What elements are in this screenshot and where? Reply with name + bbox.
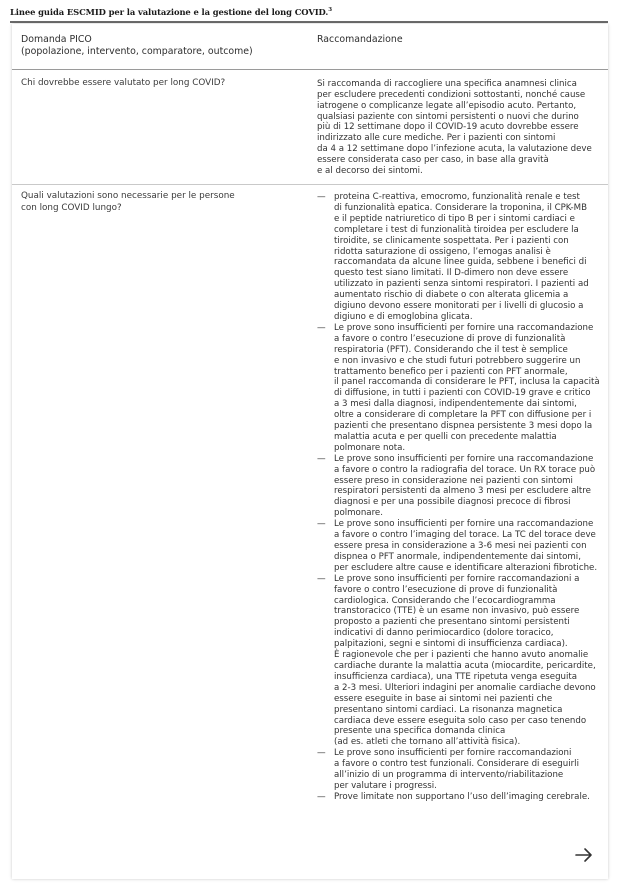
list-item-line: cardiologica. Considerando che l’ecocardiogramma bbox=[334, 595, 556, 606]
list-item-line: essere preso in considerazione nei pazienti con sintomi bbox=[334, 475, 573, 486]
bullet-dash: — bbox=[317, 322, 326, 333]
list-item-line: il panel raccomanda di considerare le PFT, inclusa la capacità bbox=[334, 377, 600, 388]
list-item-line: malattia acuta e per quelli con precedente malattia bbox=[334, 431, 557, 442]
list-item-line: Le prove sono insufficienti per fornire una raccomandazione bbox=[334, 519, 594, 530]
list-item bbox=[317, 323, 600, 454]
list-item-line: Prove limitate non supportano l’uso dell’imaging cerebrale. bbox=[334, 791, 590, 802]
reference-number: 3 bbox=[328, 7, 332, 14]
list-item-line: dispnea o PFT anormale, indipendentemente dai sintomi, bbox=[334, 551, 581, 562]
list-item-line: Le prove sono insufficienti per fornire raccomandazioni bbox=[334, 748, 572, 759]
list-item-line: presentano sintomi cardiaci. La risonanza magnetica bbox=[334, 704, 563, 715]
list-item-line: respiratori persistenti da almeno 3 mesi per escludere altre bbox=[334, 486, 591, 497]
question-line: Quali valutazioni sono necessarie per le persone bbox=[21, 191, 235, 201]
table-title: Linee guida ESCMID per la valutazione e la gestione del long COVID.$^3$ bbox=[10, 7, 332, 17]
list-item-line: (ad es. atleti che tornano all’attività fisica). bbox=[334, 737, 521, 748]
answer-cell bbox=[317, 79, 592, 177]
bullet-dash: — bbox=[317, 573, 326, 584]
list-item-line: polmonare nota. bbox=[334, 442, 406, 453]
list-item-line: tiroidite, se clinicamente sospettata. Per i pazienti con bbox=[334, 235, 569, 246]
table-row bbox=[12, 185, 608, 865]
header-pico-line: Domanda PICO bbox=[21, 34, 92, 45]
header-pico-line: (popolazione, intervento, comparatore, outcome) bbox=[21, 46, 253, 57]
list-item-line: a favore o contro l’imaging del torace. La TC del torace deve bbox=[334, 530, 596, 541]
list-item-line: transtoracico (TTE) è un esame non invasivo, può essere bbox=[334, 606, 580, 617]
list-item bbox=[317, 519, 600, 574]
header-pico bbox=[21, 34, 253, 58]
answer-line: più di 12 settimane dopo il COVID-19 acuto dovrebbe essere bbox=[317, 122, 579, 133]
list-item-line: diagnosi e per una possibile diagnosi precoce di fibrosi bbox=[334, 497, 571, 508]
list-item-line: a favore o contro l’esecuzione di prove di funzionalità bbox=[334, 333, 566, 344]
list-item-line: trattamento benefico per i pazienti con PFT anormale, bbox=[334, 366, 568, 377]
list-item-line: di funzionalità epatica. Considerare la troponina, il CPK-MB bbox=[334, 202, 588, 213]
arrow-right-icon[interactable] bbox=[574, 847, 594, 863]
bullet-dash: — bbox=[317, 791, 326, 802]
bullet-dash: — bbox=[317, 453, 326, 464]
list-item-line: pazienti che presentano dispnea persistente 3 mesi dopo la bbox=[334, 421, 593, 432]
list-item bbox=[317, 792, 600, 803]
answer-line: Si raccomanda di raccogliere una specifica anamnesi clinica bbox=[317, 79, 577, 89]
list-item-line: a favore o contro test funzionali. Considerare di eseguirli bbox=[334, 759, 579, 770]
list-item-line: cardiaca deve essere eseguita solo caso per caso tenendo bbox=[334, 715, 587, 726]
list-item-line: favore o contro l’esecuzione di prove di funzionalità bbox=[334, 584, 558, 595]
answer-line: per escludere precedenti condizioni sottostanti, nonché cause bbox=[317, 89, 586, 100]
list-item-line: respiratoria (PFT). Considerando che il test è semplice bbox=[334, 344, 568, 355]
list-item bbox=[317, 454, 600, 519]
list-item bbox=[317, 748, 600, 792]
question-line: con long COVID lungo? bbox=[21, 202, 122, 213]
list-item-line: digiuno e di emoglobina glicata. bbox=[334, 311, 473, 322]
answer-line: da 4 a 12 settimane dopo l’infezione acuta, la valutazione deve bbox=[317, 144, 592, 155]
list-item-line: essere eseguite in base ai sintomi nei pazienti che bbox=[334, 693, 553, 704]
list-item-line: raccomandata da alcune linee guida, sebbene i benefici di bbox=[334, 257, 587, 268]
answer-line: qualsiasi paziente con sintomi persistenti o nuovi che durino bbox=[317, 111, 579, 122]
list-item-line: completare i test di funzionalità tiroidea per escludere la bbox=[334, 224, 579, 235]
list-item-line: ridotta saturazione di ossigeno, l’emogas analisi è bbox=[334, 246, 551, 257]
list-item-line: di diffusione, in tutti i pazienti con COVID-19 grave e critico bbox=[334, 388, 591, 399]
list-item-line: proteina C-reattiva, emocromo, funzionalità renale e test bbox=[334, 192, 580, 202]
answer-line: essere considerata caso per caso, in base alla gravità bbox=[317, 154, 549, 165]
answer-line: iatrogene o complicanze legate all’episodio acuto. Pertanto, bbox=[317, 100, 577, 111]
list-item-line: aumentato rischio di diabete o con alterata glicemia a bbox=[334, 290, 569, 301]
list-item-line: a 3 mesi dalla diagnosi, indipendentemente dai sintomi, bbox=[334, 399, 577, 410]
header-recommendation: Raccomandazione bbox=[317, 34, 403, 45]
title-rule bbox=[10, 21, 608, 23]
list-item-line: indicativi di danno perimiocardico (dolore toracico, bbox=[334, 628, 554, 639]
list-item-line: insufficienza cardiaca), una TTE ripetuta venga eseguita bbox=[334, 671, 578, 682]
question-line: Chi dovrebbe essere valutato per long COVID? bbox=[21, 78, 226, 88]
list-item-line: Le prove sono insufficienti per fornire raccomandazioni a bbox=[334, 573, 580, 584]
list-item-line: all’inizio di un programma di intervento/riabilitazione bbox=[334, 770, 564, 781]
answer-line: e al decorso dei sintomi. bbox=[317, 165, 423, 176]
list-item-line: È ragionevole che per i pazienti che hanno avuto anomalie bbox=[334, 650, 589, 661]
bullet-dash: — bbox=[317, 519, 326, 530]
list-item-line: Le prove sono insufficienti per fornire una raccomandazione bbox=[334, 453, 594, 464]
assessment-list bbox=[317, 192, 600, 803]
list-item-line: e il peptide natriuretico di tipo B per i sintomi cardiaci e bbox=[334, 213, 575, 224]
bullet-dash: — bbox=[317, 748, 326, 759]
list-item-line: polmonare. bbox=[334, 508, 383, 519]
list-item-line: e non invasivo e che studi futuri potrebbero suggerire un bbox=[334, 355, 581, 366]
list-item-line: per valutare i progressi. bbox=[334, 780, 437, 791]
list-item-line: palpitazioni, segni e sintomi di insufficienza cardiaca). bbox=[334, 639, 568, 650]
list-item bbox=[317, 574, 600, 749]
list-item-line: essere presa in considerazione a 3-6 mesi nei pazienti con bbox=[334, 541, 587, 551]
question-cell bbox=[21, 191, 235, 214]
list-item-line: proposto a pazienti che presentano sintomi persistenti bbox=[334, 617, 570, 628]
list-item-line: a 2-3 mesi. Ulteriori indagini per anomalie cardiache devono bbox=[334, 682, 596, 693]
list-item-line: a favore o contro la radiografia del torace. Un RX torace può bbox=[334, 464, 596, 475]
answer-line: indirizzato alle cure mediche. Per i pazienti con sintomi bbox=[317, 133, 556, 144]
recommendation-table bbox=[12, 24, 608, 879]
list-item-line: questo test siano limitati. Il D-dimero non deve essere bbox=[334, 268, 569, 279]
list-item bbox=[317, 192, 600, 323]
list-item-line: digiuno devono essere monitorati per i livelli di glucosio a bbox=[334, 301, 584, 312]
bullet-dash: — bbox=[317, 192, 326, 202]
list-item-line: cardiache durante la malattia acuta (miocardite, pericardite, bbox=[334, 660, 596, 671]
table-header bbox=[12, 24, 608, 70]
list-item-line: per escludere altre cause e identificare alterazioni fibrotiche. bbox=[334, 562, 598, 573]
list-item-line: utilizzato in pazienti senza sintomi respiratori. I pazienti ad bbox=[334, 279, 589, 290]
list-item-line: Le prove sono insufficienti per fornire una raccomandazione bbox=[334, 322, 594, 333]
question-cell bbox=[21, 78, 225, 90]
table-row bbox=[12, 69, 608, 182]
list-item-line: oltre a considerare di completare la PFT con diffusione per i bbox=[334, 410, 592, 421]
list-item-line: presente una specifica domanda clinica bbox=[334, 726, 506, 737]
